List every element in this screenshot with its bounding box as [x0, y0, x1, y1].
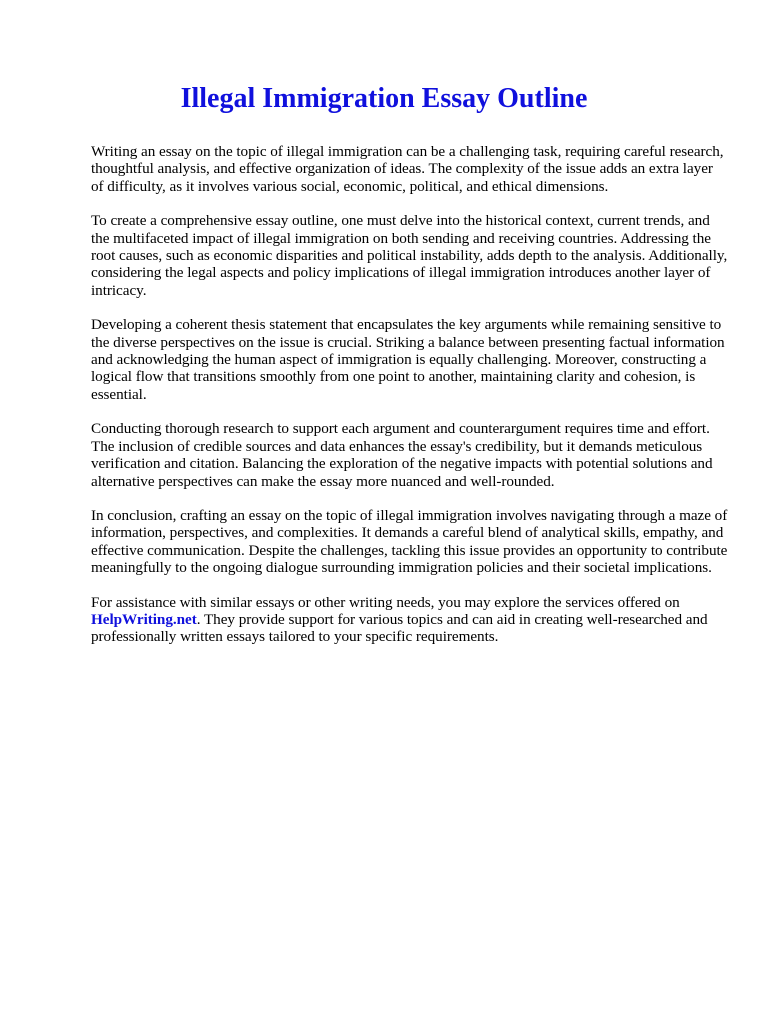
paragraph-thesis: Developing a coherent thesis statement that encapsulates the key arguments while remaining sensitive to the diverse perspectives on the issue is crucial. Striking a balance between presenting factual information and acknowledging the human aspect of immigration is equally challenging. Moreover, constructing a logical flow that transitions smoothly from one point to another, maintaining clarity and cohesion, is essential. — [91, 316, 725, 403]
paragraph-research: Conducting thorough research to support each argument and counterargument requires time and effort. The inclusion of credible sources and data enhances the essay's credibility, but it demands meticulous verification and citation. Balancing the exploration of the negative impacts with potential solutions and alternative perspectives can make the essay more nuanced and well-rounded. — [91, 420, 713, 490]
paragraph-closing — [91, 594, 728, 646]
paragraph-conclusion: In conclusion, crafting an essay on the topic of illegal immigration involves navigating through a maze of information, perspectives, and complexities. It demands a careful blend of analytical skills, empathy, and effective communication. Despite the challenges, tackling this issue provides an opportunity to contribute meaningfully to the ongoing dialogue surrounding immigration policies and their societal implications. — [91, 506, 728, 577]
page-title: Illegal Immigration Essay Outline — [180, 83, 588, 114]
paragraph-outline: To create a comprehensive essay outline, one must delve into the historical context, current trends, and the multifaceted impact of illegal immigration on both sending and receiving countries. Addressing the root causes, such as economic disparities and political instability, adds depth to the analysis. Additionally, considering the legal aspects and policy implications of illegal immigration introduces another layer of intricacy. — [91, 212, 728, 299]
paragraph-intro: Writing an essay on the topic of illegal immigration can be a challenging task, requiring careful research, thoughtful analysis, and effective organization of ideas. The complexity of the issue adds an extra layer of difficulty, as it involves various social, economic, political, and ethical dimensions. — [91, 143, 724, 195]
closing-text-before-link: For assistance with similar essays or other writing needs, you may explore the services offered on — [91, 593, 680, 611]
closing-text-after-link: . They provide support for various topics and can aid in creating well-researched and professionally written essays tailored to your specific requirements. — [91, 610, 708, 646]
helpwriting-link[interactable]: HelpWriting.net — [91, 610, 197, 628]
